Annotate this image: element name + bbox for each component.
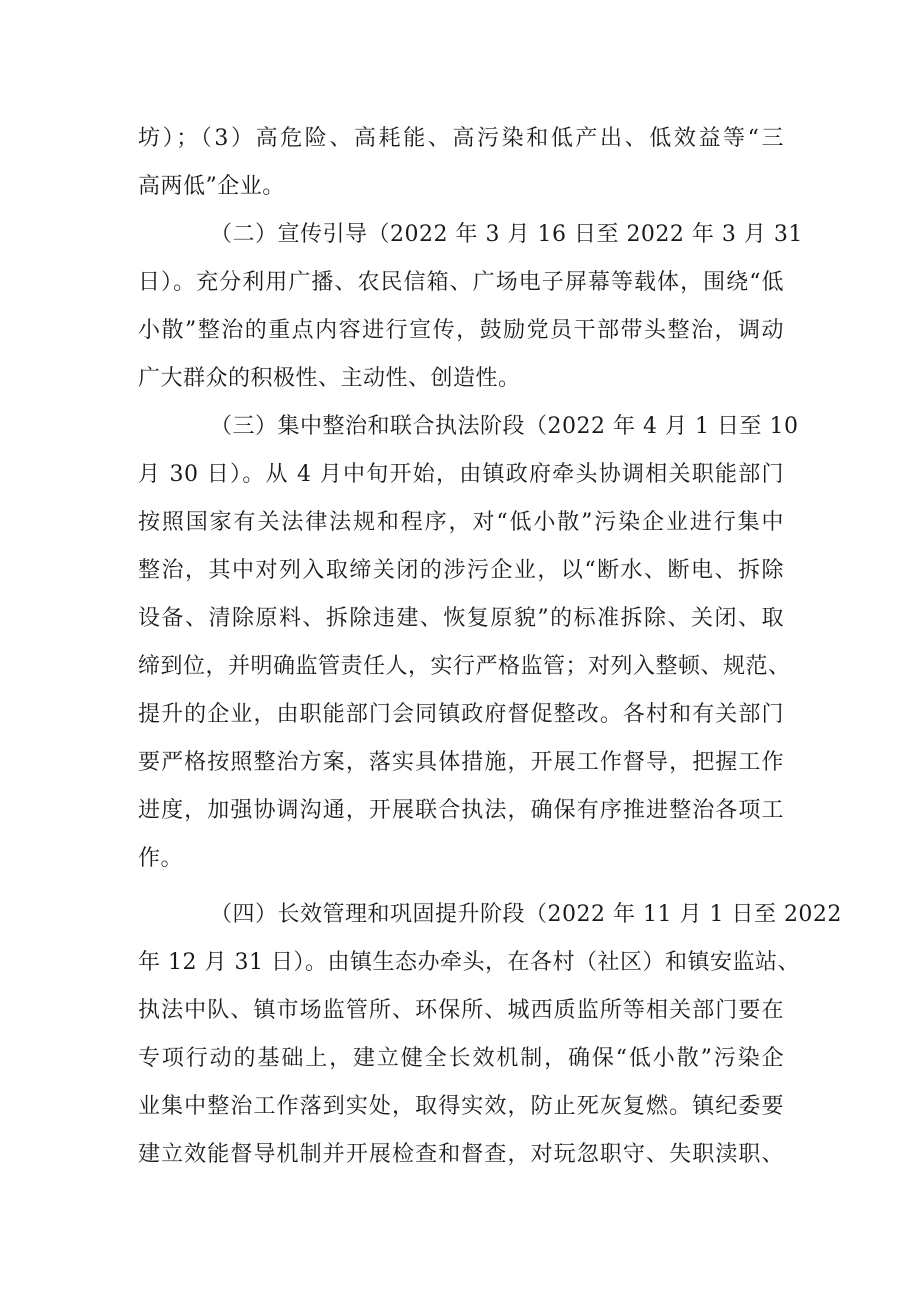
text-line: 高两低”企业。 — [138, 174, 285, 199]
text-line: 小散”整治的重点内容进行宣传，鼓励党员干部带头整治，调动 — [138, 318, 784, 343]
paragraph-heading-line: （三）集中整治和联合执法阶段（2022 年 4 月 1 日至 10 — [210, 414, 799, 439]
text-line: 进度，加强协调沟通，开展联合执法，确保有序推进整治各项工 — [138, 798, 784, 823]
text-line: 建立效能督导机制并开展检查和督查，对玩忽职守、失职渎职、 — [138, 1142, 784, 1167]
text-line: 设备、清除原料、拆除违建、恢复原貌”的标准拆除、关闭、取 — [138, 606, 784, 631]
text-line: 按照国家有关法律法规和程序，对“低小散”污染企业进行集中 — [138, 510, 784, 535]
text-line: 整治，其中对列入取缔关闭的涉污企业，以“断水、断电、拆除 — [138, 558, 784, 583]
text-line: 执法中队、镇市场监管所、环保所、城西质监所等相关部门要在 — [138, 998, 784, 1023]
text-line: 专项行动的基础上，建立健全长效机制，确保“低小散”污染企 — [138, 1046, 784, 1071]
paragraph-heading-line: （二）宣传引导（2022 年 3 月 16 日至 2022 年 3 月 31 — [210, 222, 803, 247]
text-line: 年 12 月 31 日）。由镇生态办牵头，在各村（社区）和镇安监站、 — [138, 950, 800, 975]
text-line: 作。 — [138, 846, 184, 871]
text-line: 日）。充分利用广播、农民信箱、广场电子屏幕等载体，围绕“低 — [138, 270, 784, 295]
text-line: 月 30 日）。从 4 月中旬开始，由镇政府牵头协调相关职能部门 — [138, 462, 784, 487]
paragraph-heading-line: （四）长效管理和巩固提升阶段（2022 年 11 月 1 日至 2022 — [210, 902, 842, 927]
text-line: 缔到位，并明确监管责任人，实行严格监管；对列入整顿、规范、 — [138, 654, 791, 679]
text-line: 要严格按照整治方案，落实具体措施，开展工作督导，把握工作 — [138, 750, 784, 775]
text-line: 广大群众的积极性、主动性、创造性。 — [138, 366, 521, 391]
text-line: 业集中整治工作落到实处，取得实效，防止死灰复燃。镇纪委要 — [138, 1094, 784, 1119]
text-line: 坊）；（3）高危险、高耗能、高污染和低产出、低效益等“三 — [138, 126, 784, 151]
text-line: 提升的企业，由职能部门会同镇政府督促整改。各村和有关部门 — [138, 702, 784, 727]
